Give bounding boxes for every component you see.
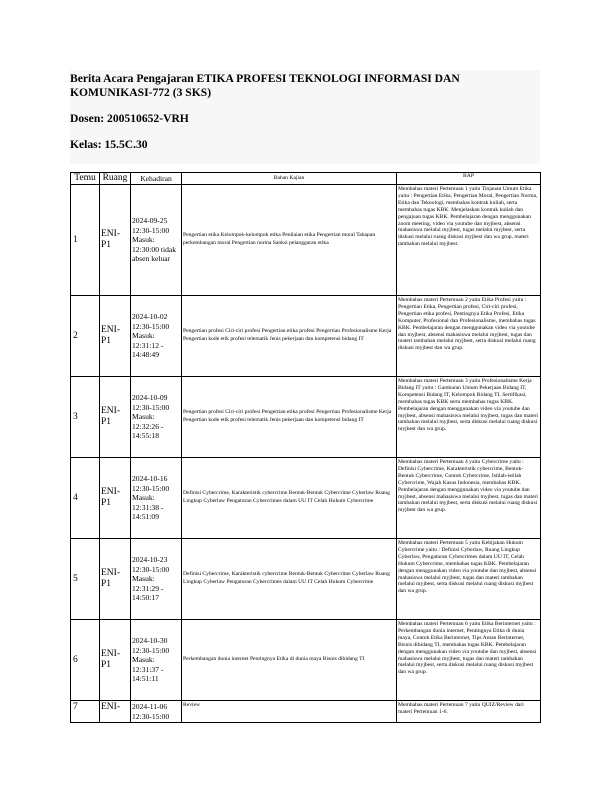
cell-temu: 3 (71, 377, 100, 458)
cell-ruang: ENI-P1 (100, 296, 131, 377)
cell-ruang: ENI-P1 (100, 539, 131, 620)
cell-bap: Membahas materi Pertemuan 5 yaitu Kebijakan Hukum Cybercrime yaitu : Definisi Cyberlaw, Ruang Lingkup Cyberlaw, Pengaturan Cybercrimes dalam UU IT, Celah Hukum Cybercrime, membahas tugas KBK. Pembelajaran dengan menggunakan video via youtube dan myjbest, absensi mahasiswa melalui myjbest, tugas dan materi tambahan melalui myjbest, serta diskusi melalui ruang diskusi myjbest dan wa grup. (397, 539, 541, 620)
document-header (70, 70, 540, 164)
table-row (71, 458, 541, 539)
table-row (71, 620, 541, 701)
cell-ruang: ENI- (100, 701, 131, 723)
cell-ruang: ENI-P1 (100, 458, 131, 539)
cell-temu: 7 (71, 701, 100, 723)
column-header-bap: BAP (397, 173, 541, 185)
cell-bahan-kajian: Definisi Cybercrime, Karakteristik cybercrime Bentuk-Bentuk Cybercrime Cyberlaw Ruang Lingkup Cyberlaw Pengaturan Cybercrimes dalam UU IT Celah Hukum Cybercrime (182, 539, 397, 620)
cell-ruang: ENI-P1 (100, 185, 131, 296)
table-row (71, 377, 541, 458)
cell-bap: Membahas materi Pertemuan 4 yaitu Cybercrime yaitu : Definisi Cybercrime, Karakteristik cybercrime, Bentuk-Bentuk Cybercrime, Contoh Cybercrime, Istilah-istilah Cybercrime, Wajah Kasus Indonesia, membahas KBK. Pembelajaran dengan menggunakan video via youtube dan myjbest, absensi mahasiswa melalui myjbest, tugas dan materi tambahan melalui myjbest, serta diskusi melalui ruang diskusi myjbest dan wa grup. (397, 458, 541, 539)
cell-kehadiran: 2024-10-02 12:30-15:00 Masuk: 12:31:12 - 14:48:49 (131, 296, 182, 377)
cell-bap: Membahas materi Pertemuan 6 yaitu Etika Berinternet yaitu : Perkembangan dunia internet, Pentingnya Etika di dunia maya, Contoh Etika Berinternet, Tips Aman Berinternet, Bisnis dibidang TI, membahas tugas KBK. Pembelajaran dengan menggunakan video via youtube dan myjbest, absensi mahasiswa melalui myjbest, tugas dan materi tambahan melalui myjbest, serta diskusi melalui ruang diskusi myjbest dan wa grup. (397, 620, 541, 701)
class-info: Kelas: 15.5C.30 (70, 138, 148, 151)
cell-temu: 5 (71, 539, 100, 620)
cell-temu: 4 (71, 458, 100, 539)
cell-kehadiran: 2024-10-30 12:30-15:00 Masuk: 12:31:37 - 14:51:11 (131, 620, 182, 701)
cell-kehadiran: 2024-10-09 12:30-15:00 Masuk: 12:32:26 - 14:55:18 (131, 377, 182, 458)
column-header-ruang: Ruang (100, 173, 131, 185)
table-row (71, 701, 541, 723)
document-title: Berita Acara Pengajaran ETIKA PROFESI TEKNOLOGI INFORMASI DAN KOMUNIKASI-772 (3 SKS) (70, 72, 460, 99)
cell-temu: 1 (71, 185, 100, 296)
cell-temu: 6 (71, 620, 100, 701)
teaching-record-table (70, 172, 541, 723)
column-header-kehadiran: Kehadiran (131, 173, 182, 185)
cell-bahan-kajian: Pengertian profesi Ciri-ciri profesi Pengertian etika profesi Pengertian Profesionalisme Kerja Pengertian kode etik profesi telematik Jenis pekerjaan dan kompetensi bidang IT (182, 377, 397, 458)
cell-kehadiran: 2024-10-16 12:30-15:00 Masuk: 12:31:38 - 14:51:09 (131, 458, 182, 539)
cell-ruang: ENI-P1 (100, 620, 131, 701)
cell-bap: Membahas materi Pertemuan 1 yaitu Tinjauan Umum Etika yaitu : Pengertian Etika, Pengertian Moral, Pengertian Norma, Etika dan Teknologi, membahas kontrak kuliah, serta membahas tugas KBK. Menjelaskan kontrak kuliah dan pengajuan tugas KBK. Pembelajaran dengan menggunakan zoom meeting, video via youtube dan myjbest, absensi mahasiswa melalui myjbest, tugas melalui myjbest, serta diskusi melalui ruang diskusi myjbest dan wa grup, materi tambahan melalui myjbest. (397, 185, 541, 296)
cell-kehadiran: 2024-11-06 12:30-15:00 (131, 701, 182, 723)
cell-ruang: ENI-P1 (100, 377, 131, 458)
cell-kehadiran: 2024-10-23 12:30-15:00 Masuk: 12:31:29 - 14:50:17 (131, 539, 182, 620)
cell-bahan-kajian: Pengertian etika Kelompok-kelompok etika Penilaian etika Pengertian moral Tahapan perkembangan moral Pengertian norma Sanksi pelanggaran etika (182, 185, 397, 296)
column-header-temu: Temu (71, 173, 100, 185)
column-header-bahan-kajian: Bahan Kajian (182, 173, 397, 185)
cell-bahan-kajian: Pengertian profesi Ciri-ciri profesi Pengertian etika profesi Pengertian Profesionalisme Kerja Pengertian kode etik profesi telematik Jenis pekerjaan dan kompetensi bidang IT (182, 296, 397, 377)
table-header-row (71, 173, 541, 185)
cell-bap: Membahas materi Pertemuan 2 yaitu Etika Profesi yaitu : Pengertian Etika, Pengertian profesi, Ciri-ciri profesi, Pengertian etika profesi, Pentingnya Etika Profesi, Etika Komputer, Profesional dan Profesionalisme, membahas tugas KBK. Pembelajaran dengan menggunakan video via youtube dan myjbest, absensi mahasiswa melalui myjbest, tugas dan materi tambahan melalui myjbest, serta diskusi melalui ruang diskusi myjbest dan wa grup. (397, 296, 541, 377)
cell-bahan-kajian: Review (182, 701, 397, 723)
table-row (71, 539, 541, 620)
table-row (71, 296, 541, 377)
table-row (71, 185, 541, 296)
cell-bahan-kajian: Definisi Cybercrime, Karakteristik cybercrime Bentuk-Bentuk Cybercrime Cyberlaw Ruang Lingkup Cyberlaw Pengaturan Cybercrimes dalam UU IT Celah Hukum Cybercrime (182, 458, 397, 539)
cell-bahan-kajian: Perkembangan dunia internet Pentingnya Etika di dunia maya Bisnis dibidang TI (182, 620, 397, 701)
cell-temu: 2 (71, 296, 100, 377)
cell-bap: Membahas materi Pertemuan 3 yaitu Profesionalisme Kerja Bidang IT yaitu : Gambaran Umum Pekerjaan Bidang IT, Kompetensi Bidang IT, Kelompok Bidang TI, Sertifikasi, membahas tugas KBK serta membahas tugas KBK. Pembelajaran dengan menggunakan video via youtube dan myjbest, absensi mahasiswa melalui myjbest, tugas dan materi tambahan melalui myjbest, serta diskusi melalui ruang diskusi myjbest dan wa grup. (397, 377, 541, 458)
lecturer-info: Dosen: 200510652-VRH (70, 112, 189, 125)
cell-bap: Membahas materi Pertemuan 7 yaitu QUIZ/Review dari materi Pertemuan 1-6. (397, 701, 541, 723)
cell-kehadiran: 2024-09-25 12:30-15:00 Masuk: 12:30:00 tidak absen keluar (131, 185, 182, 296)
